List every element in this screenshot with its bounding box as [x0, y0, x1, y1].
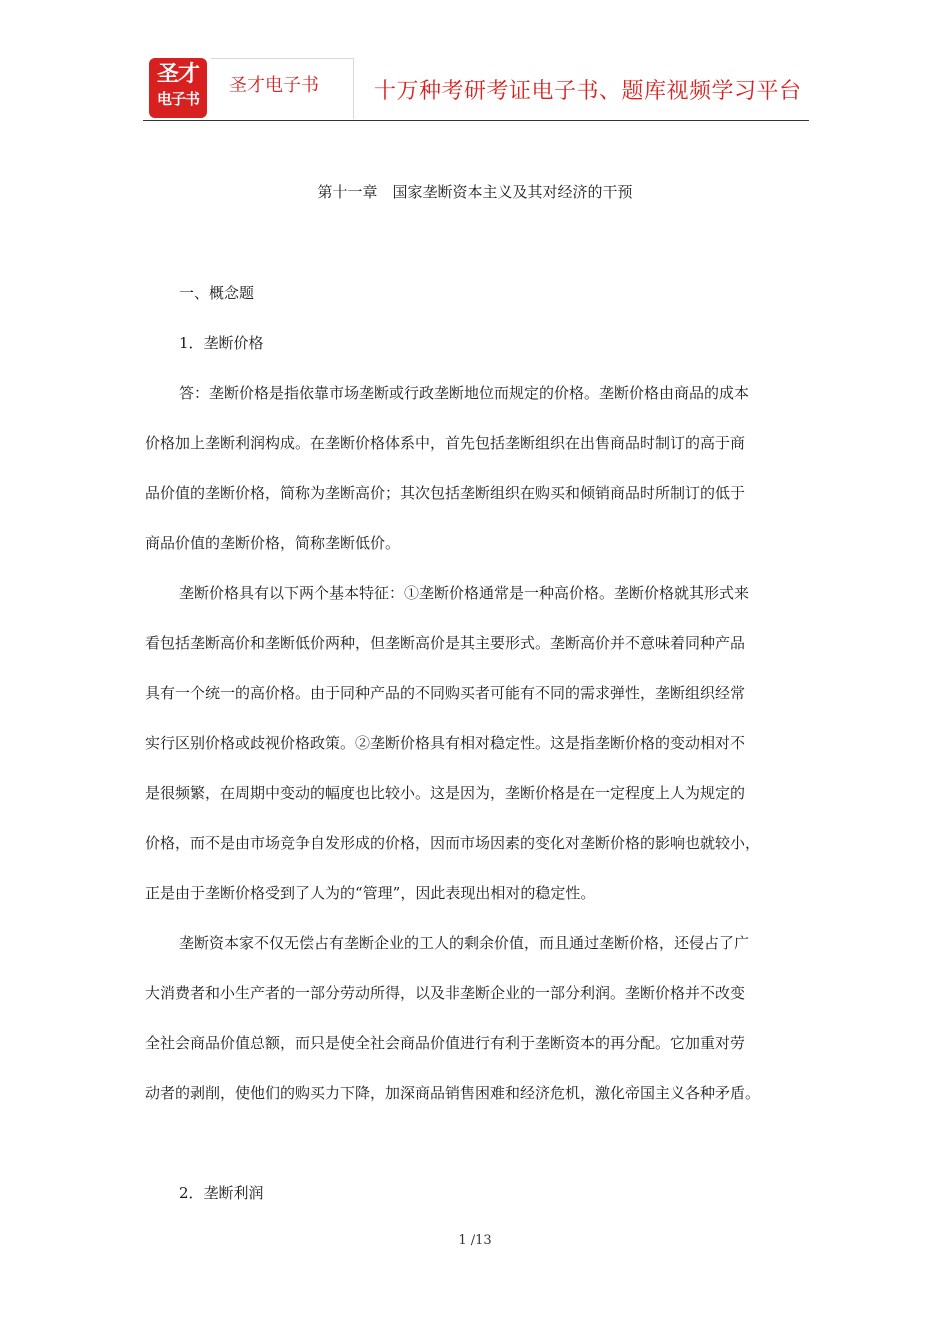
logo-text-bottom: 电子书 [156, 90, 199, 108]
text-line: 垄断价格具有以下两个基本特征：①垄断价格通常是一种高价格。垄断价格就其形式来 [179, 584, 750, 602]
header-slogan: 十万种考研考证电子书、题库视频学习平台 [374, 79, 802, 104]
logo-text-top: 圣才 [156, 62, 199, 87]
header-divider [143, 120, 809, 121]
section-heading: 一、概念题 [179, 284, 255, 302]
page-header [143, 58, 809, 122]
document-body [145, 279, 808, 1229]
text-line: 实行区别价格或歧视价格政策。②垄断价格具有相对稳定性。这是指垄断价格的变动相对不 [145, 734, 746, 752]
text-line: 看包括垄断高价和垄断低价两种，但垄断高价是其主要形式。垄断高价并不意味着同种产品 [145, 634, 746, 652]
spacer [145, 1129, 808, 1179]
question-title: 2．垄断利润 [179, 1184, 264, 1202]
text-line: 具有一个统一的高价格。由于同种产品的不同购买者可能有不同的需求弹性，垄断组织经常 [145, 684, 746, 702]
brand-name: 圣才电子书 [229, 75, 319, 96]
text-line: 垄断资本家不仅无偿占有垄断企业的工人的剩余价值，而且通过垄断价格，还侵占了广 [179, 934, 750, 952]
text-line: 价格加上垄断利润构成。在垄断价格体系中，首先包括垄断组织在出售商品时制订的高于商 [145, 434, 746, 452]
text-line: 动者的剥削，使他们的购买力下降，加深商品销售困难和经济危机，激化帝国主义各种矛盾。 [145, 1084, 761, 1102]
question-title: 1．垄断价格 [179, 334, 264, 352]
text-line: 全社会商品价值总额，而只是使全社会商品价值进行有利于垄断资本的再分配。它加重对劳 [145, 1034, 746, 1052]
brand-box [211, 58, 354, 119]
text-line: 价格，而不是由市场竞争自发形成的价格，因而市场因素的变化对垄断价格的影响也就较小， [145, 834, 761, 852]
chapter-title: 第十一章 国家垄断资本主义及其对经济的干预 [317, 183, 633, 201]
text-line: 正是由于垄断价格受到了人为的“管理”，因此表现出相对的稳定性。 [145, 884, 596, 902]
paragraph [145, 579, 808, 929]
text-line: 是很频繁，在周期中变动的幅度也比较小。这是因为，垄断价格是在一定程度上人为规定的 [145, 784, 746, 802]
text-line: 品价值的垄断价格，简称为垄断高价；其次包括垄断组织在购买和倾销商品时所制订的低于 [145, 484, 746, 502]
text-line: 商品价值的垄断价格，简称垄断低价。 [145, 534, 401, 552]
paragraph [145, 379, 808, 579]
paragraph [145, 929, 808, 1129]
text-line: 大消费者和小生产者的一部分劳动所得，以及非垄断企业的一部分利润。垄断价格并不改变 [145, 984, 746, 1002]
logo [149, 58, 207, 118]
page-number: 1 /13 [458, 1233, 492, 1248]
text-line: 答：垄断价格是指依靠市场垄断或行政垄断地位而规定的价格。垄断价格由商品的成本 [179, 384, 750, 402]
